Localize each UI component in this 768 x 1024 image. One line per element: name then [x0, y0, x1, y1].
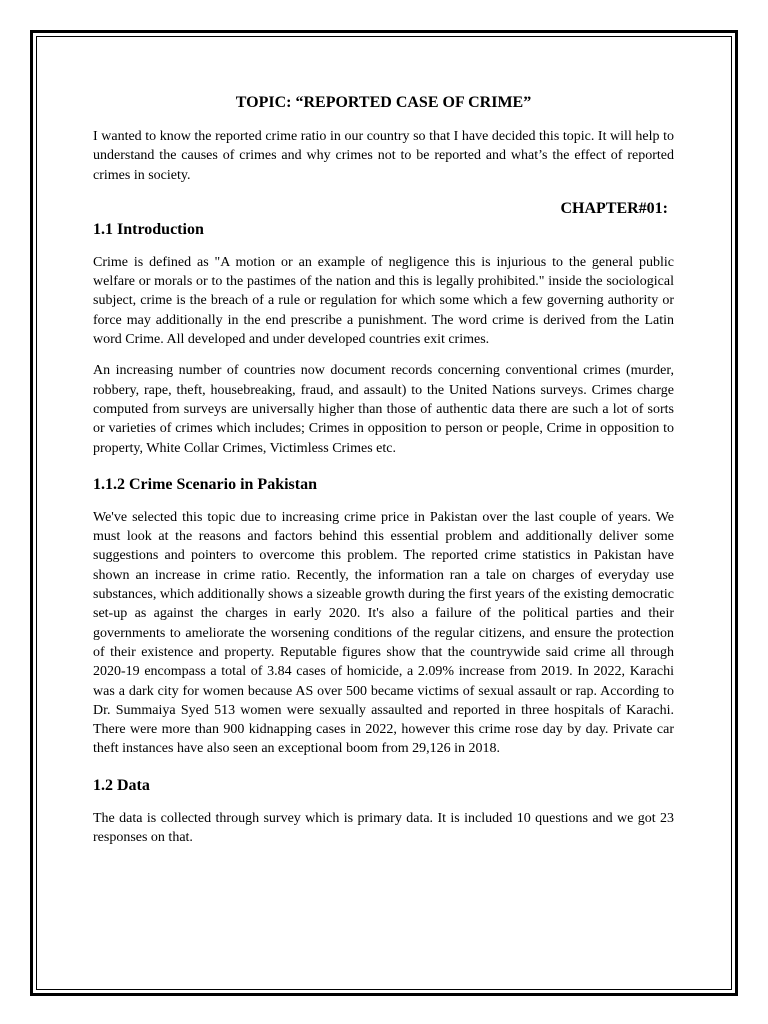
introduction-paragraph-1: Crime is defined as "A motion or an example of negligence this is injurious to the general public welfare or morals or to the pastimes of the nation and this is legally prohibited." inside the sociological subject, crime is the breach of a rule or regulation for which some which a few governing authority or force may additionally in the end prescribe a punishment. The word crime is derived from the Latin word Crime. All developed and under developed countries exit crimes.	[93, 254, 674, 348]
topic-intro-paragraph: I wanted to know the reported crime ratio in our country so that I have decided this topic. It will help to understand the causes of crimes and why crimes not to be reported and what’s the effect of reported crimes in society.	[93, 129, 674, 183]
document-body	[93, 92, 674, 847]
section-heading-introduction: 1.1 Introduction	[93, 220, 204, 238]
crime-scenario-paragraph: We've selected this topic due to increasing crime price in Pakistan over the last couple of years. We must look at the reasons and factors behind this essential problem and additionally deliver some suggestions and pointers to overcome this problem. The reported crime statistics in Pakistan have shown an increase in crime ratio. Recently, the information ran a tale on charges of everyday use substances, which additionally shows a sizeable growth during the first years of the existing democratic set-up as against the charges in early 2020. It's also a failure of the political parties and their governments to ameliorate the worsening conditions of the regular citizens, and ensure the protection of their existence and property. Reputable figures show that the countrywide said crime all through 2020-19 encompass a total of 3.84 cases of homicide, a 2.09% increase from 2019. In 2022, Karachi was a dark city for women because AS over 500 became victims of sexual assault or rap. According to Dr. Summaiya Syed 513 women were sexually assaulted and reported in three hospitals of Karachi. There were more than 900 kidnapping cases in 2022, however this crime rose day by day. Private car theft instances have also seen an exceptional boom from 29,126 in 2018.	[93, 509, 674, 757]
section-heading-data: 1.2 Data	[93, 776, 150, 794]
data-paragraph: The data is collected through survey which is primary data. It is included 10 questions and we got 23 responses on that.	[93, 810, 674, 846]
section-heading-crime-scenario: 1.1.2 Crime Scenario in Pakistan	[93, 475, 317, 493]
chapter-label: CHAPTER#01:	[560, 199, 668, 217]
document-title: TOPIC: “REPORTED CASE OF CRIME”	[235, 94, 532, 111]
introduction-paragraph-2: An increasing number of countries now document records concerning conventional crimes (murder, robbery, rape, theft, housebreaking, fraud, and assault) to the United Nations surveys. Crimes charge computed from surveys are universally higher than those of authentic data there are such a lot of sorts or varieties of crimes which includes; Crimes in opposition to person or people, Crime in opposition to property, White Collar Crimes, Victimless Crimes etc.	[93, 363, 674, 456]
